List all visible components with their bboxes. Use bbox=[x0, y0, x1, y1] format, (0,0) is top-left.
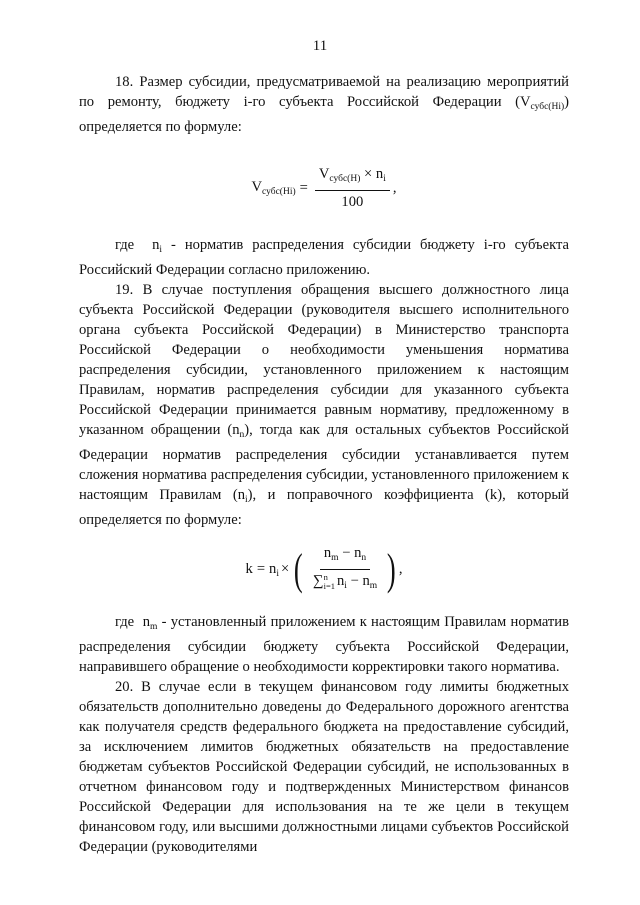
formula1-fraction bbox=[315, 165, 390, 211]
formula2-equals: = bbox=[256, 561, 266, 577]
var-nn: $n_n$ bbox=[232, 422, 245, 440]
formula2-trail: , bbox=[398, 561, 403, 577]
formula2-ni: $n_i$ bbox=[269, 560, 279, 579]
formula1-trail: , bbox=[392, 179, 397, 196]
formula2-left-paren: ( bbox=[294, 544, 303, 594]
formula1-denominator: 100 bbox=[341, 194, 364, 210]
paragraph-18-text: 18. Размер субсидии, предусматриваемой на реализацию мероприятий по ремонту, бюджету i-го субъекта Российской Федерации bbox=[79, 74, 569, 110]
page-number: 11 bbox=[312, 38, 328, 54]
var-v-subs-hi: $V_{субс(Hi)}$ bbox=[519, 94, 565, 112]
var-ni: $n_i$ bbox=[152, 237, 163, 255]
formula1-lhs: $V_{субс(Hi)}$ bbox=[251, 179, 296, 197]
formula2-denominator: ∑ n i=1 $n_i - n_m$ bbox=[312, 571, 378, 591]
formula2-right-paren: ) bbox=[387, 544, 396, 594]
var-ni-2: $n_i$ bbox=[237, 487, 248, 505]
var-nm: $n_m$ bbox=[142, 614, 158, 632]
paragraph-18: 18. Размер субсидии, предусматриваемой на реализацию мероприятий по ремонту, бюджету i-го субъекта Российской Федерации $(V_{субс(Hi)})$ определяется по формуле: bbox=[79, 74, 569, 135]
formula-subsidy bbox=[79, 165, 569, 211]
paragraph-19: 19. В случае поступления обращения высшего должностного лица субъекта Российской Федерации (руководителя высшего исполнительного органа субъекта Российской Федерации) в Министерство транспорта Российской Федерации о необходимости уменьшения норматива распределения субсидии, установленного приложением к настоящим Правилам, норматив распределения субсидии для указанного субъекта Российской Федерации принимается равным нормативу, предложенному в указанном обращении $(n_n)$, тогда как для остальных субъектов Российской Федерации норматив распределения субсидии устанавливается путем сложения норматива распределения субсидии, установленного приложением к настоящим Правилам $(n_i)$, и поправочного коэффициента (k), который определяется по формуле: bbox=[79, 282, 569, 528]
formula2-numerator: $n_m - n_n$ bbox=[320, 544, 370, 570]
formula1-numerator: $V_{субс(H)} \times n_i$ bbox=[315, 165, 390, 191]
where-nm: где $n_m$ - установленный приложением к настоящим Правилам норматив распределения субсидии бюджету субъекта Российской Федерации, направившего обращение о необходимости корректировки такого норматива. bbox=[79, 614, 570, 675]
sum-icon: ∑ bbox=[312, 573, 324, 589]
where-ni-text: - норматив распределения субсидии бюджету i-го субъекта Российский Федерации согласно приложению. bbox=[79, 237, 569, 278]
formula-correction-coefficient bbox=[79, 544, 569, 595]
formula1-equals: = bbox=[299, 179, 308, 196]
document-body bbox=[79, 72, 569, 857]
where-ni: где $n_i$ - норматив распределения субсидии бюджету i-го субъекта Российский Федерации согласно приложению. bbox=[79, 237, 569, 278]
formula2-lhs: k bbox=[245, 561, 253, 577]
paragraph-18-tail: определяется по формуле: bbox=[79, 119, 242, 135]
formula2-fraction bbox=[309, 544, 381, 595]
where-nm-text: - установленный приложением к настоящим Правилам норматив распределения субсидии бюджету субъекта Российской Федерации, направившего обращение о необходимости корректировки такого норматива. bbox=[79, 614, 570, 675]
formula2-times: × bbox=[280, 561, 290, 577]
paragraph-20: 20. В случае если в текущем финансовом году лимиты бюджетных обязательств дополнительно доведены до Федерального дорожного агентства как получателя средств федерального бюджета на предоставление субсидий, за исключением лимитов бюджетных обязательств на предоставление бюджетам субъектов Российской Федерации субсидий, не использованных в отчетном финансовом году и подтвержденных Министерством финансов Российской Федерации для использования на те же цели в текущем финансовом году, или высшими должностными лицами субъектов Российской Федерации (руководителями bbox=[79, 679, 569, 855]
